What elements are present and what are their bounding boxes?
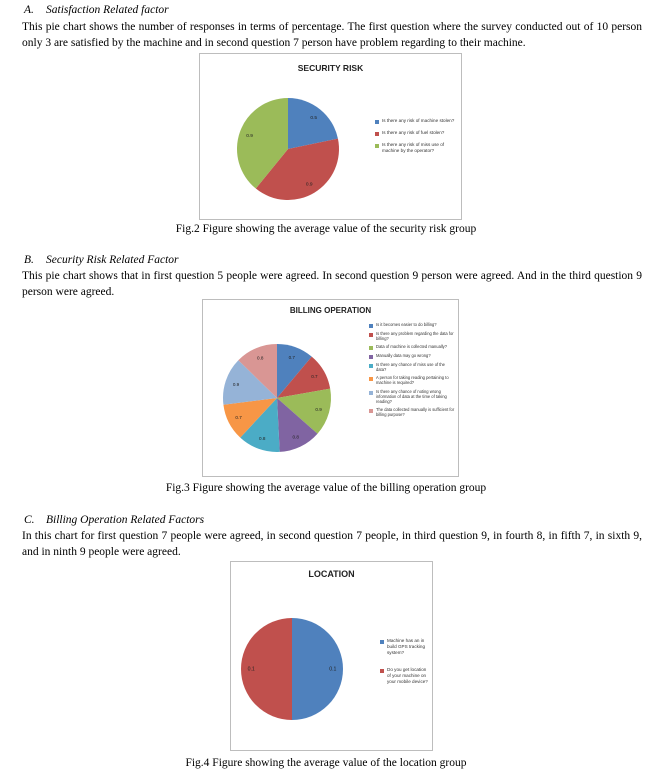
- section-c-paragraph: In this chart for first question 7 people were agreed, in second question 7 people, in third question 9, in fourth 8, in fifth 7, in sixth 9, and in ninth 9 people were agreed.: [22, 530, 642, 558]
- section-b-heading: [24, 254, 179, 266]
- legend-label: Is there any risk of machine stolen?: [382, 118, 455, 123]
- data-label-2: 0.1: [247, 666, 255, 673]
- legend-item-3: [375, 142, 455, 154]
- security-risk-chart: [199, 53, 462, 220]
- legend-swatch: [380, 669, 384, 673]
- legend-swatch: [375, 120, 379, 124]
- section-b-number: B.: [24, 254, 34, 266]
- data-label-2: 0.7: [311, 373, 318, 379]
- legend-label: Is there any chance of noting wrong information of data at the time of taking reading?: [376, 388, 447, 404]
- legend-item-8: [369, 407, 455, 417]
- section-c-heading: [24, 514, 204, 526]
- section-a-paragraph: This pie chart shows the number of responses in terms of percentage. The first question where the survey conducted out of 10 person only 3 are satisfied by the machine and in second question 7 person have problem regarding to their machine.: [22, 21, 642, 49]
- data-label-1: 0.7: [288, 354, 295, 360]
- legend-swatch: [369, 355, 373, 359]
- legend-swatch: [375, 144, 379, 148]
- legend-item-1: [369, 322, 455, 328]
- legend-swatch: [369, 391, 373, 395]
- data-label-7: 0.9: [232, 381, 240, 387]
- data-label-1: 0.1: [329, 666, 337, 673]
- section-c-number: C.: [24, 514, 35, 526]
- data-label-3: 0.9: [315, 407, 322, 413]
- data-label-8: 0.8: [257, 355, 264, 361]
- legend-label: The data collected manually is sufficient for billing purpose?: [376, 406, 455, 417]
- fig4-caption: Fig.4 Figure showing the average value of the location group: [185, 757, 467, 769]
- legend-item-1: [380, 638, 430, 657]
- legend-item-2: [369, 331, 455, 341]
- legend-label: Is there any risk of fuel stolen?: [382, 130, 445, 135]
- legend-item-7: [369, 389, 455, 404]
- chart-legend: [375, 118, 455, 160]
- legend-item-4: [369, 353, 455, 359]
- legend-label: Is it becomes easier to do billing?: [376, 322, 437, 327]
- fig3-caption: Fig.3 Figure showing the average value of the billing operation group: [165, 482, 487, 494]
- data-label-3: 0.9: [246, 133, 253, 139]
- chart-legend: [380, 638, 430, 695]
- legend-label: A person for taking reading pertaining to machine is required?: [376, 375, 449, 386]
- legend-swatch: [369, 364, 373, 368]
- data-label-6: 0.7: [235, 415, 242, 421]
- legend-swatch: [369, 324, 373, 328]
- legend-item-6: [369, 375, 455, 385]
- legend-label: Data of machine is collected manually?: [376, 344, 447, 350]
- legend-item-1: [375, 118, 455, 124]
- section-b-paragraph: This pie chart shows that in first question 5 people were agreed. In second question 9 person were agreed. And in the third question 9 person were agreed.: [22, 270, 642, 298]
- data-label-4: 0.8: [292, 434, 299, 440]
- data-label-5: 0.8: [259, 436, 266, 442]
- location-chart: [230, 561, 433, 751]
- legend-label: Is there any problem regarding the data for billing?: [376, 331, 454, 342]
- data-label-2: 0.9: [305, 182, 313, 188]
- section-a-title: Satisfaction Related factor: [46, 4, 169, 16]
- fig2-caption: Fig.2 Figure showing the average value of the security risk group: [175, 223, 477, 235]
- legend-swatch: [369, 346, 373, 350]
- billing-operation-chart: [202, 299, 459, 477]
- section-c-title: Billing Operation Related Factors: [46, 514, 205, 526]
- section-a-heading: [24, 4, 169, 16]
- legend-swatch: [375, 132, 379, 136]
- legend-label: Manually data may go wrong?: [376, 353, 431, 359]
- chart-title: LOCATION: [308, 569, 355, 579]
- legend-item-5: [369, 362, 455, 372]
- legend-item-3: [369, 344, 455, 350]
- legend-label: Machine has an in build GPS tracking system?: [387, 638, 426, 656]
- chart-title: BILLING OPERATION: [289, 306, 372, 315]
- chart-legend: [369, 322, 455, 420]
- chart-title: SECURITY RISK: [297, 63, 364, 73]
- legend-swatch: [369, 333, 373, 337]
- legend-label: Do you get location of your machine on your mobile device?: [387, 666, 428, 685]
- legend-swatch: [369, 377, 373, 381]
- data-label-1: 0.5: [310, 115, 318, 121]
- legend-item-2: [375, 130, 455, 136]
- legend-swatch: [380, 640, 384, 644]
- legend-item-2: [380, 667, 430, 686]
- section-b-title: Security Risk Related Factor: [46, 254, 179, 266]
- section-a-number: A.: [24, 4, 34, 16]
- legend-swatch: [369, 409, 373, 413]
- legend-label: Is there any chance of miss use of the data?: [376, 362, 445, 373]
- legend-label: Is there any risk of miss use of machine by the operator?: [382, 142, 445, 153]
